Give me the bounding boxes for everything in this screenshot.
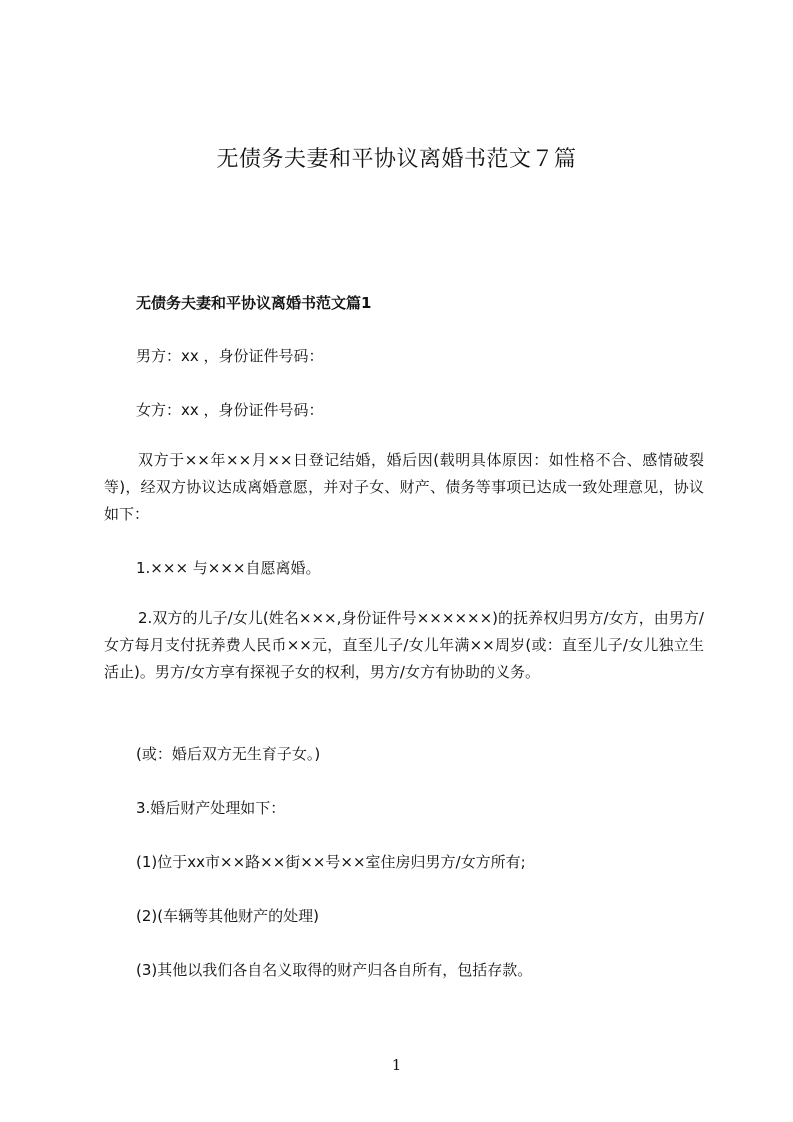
male-party-line: 男方：xx ，身份证件号码： [136, 347, 324, 365]
section-heading: 无债务夫妻和平协议离婚书范文篇1 [136, 294, 372, 312]
female-party-line: 女方：xx ，身份证件号码： [136, 401, 324, 419]
property-item-1: (1)位于xx市××路××街××号××室住房归男方/女方所有; [136, 853, 526, 871]
property-item-2: (2)(车辆等其他财产的处理) [136, 907, 319, 925]
agreement-item-1: 1.××× 与×××自愿离婚。 [136, 559, 321, 577]
page-number: 1 [391, 1056, 402, 1074]
agreement-item-2-alternative: (或：婚后双方无生育子女。) [136, 745, 321, 763]
property-item-3: (3)其他以我们各自名义取得的财产归各自所有，包括存款。 [136, 961, 533, 979]
agreement-item-2: 2.双方的儿子/女儿(姓名×××,身份证件号××××××)的抚养权归男方/女方，由男方/女方每月支付抚养费人民币××元，直至儿子/女儿年满××周岁(或：直至儿子/女儿独立生活止)。男方/女方享有探视子女的权利，男方/女方有协助的义务。 [104, 609, 704, 681]
intro-paragraph: 双方于××年××月××日登记结婚，婚后因(载明具体原因：如性格不合、感情破裂等)，经双方协议达成离婚意愿，并对子女、财产、债务等事项已达成一致处理意见，协议如下： [104, 451, 704, 523]
agreement-item-3: 3.婚后财产处理如下： [136, 799, 286, 817]
document-title: 无债务夫妻和平协议离婚书范文７篇 [216, 147, 577, 172]
